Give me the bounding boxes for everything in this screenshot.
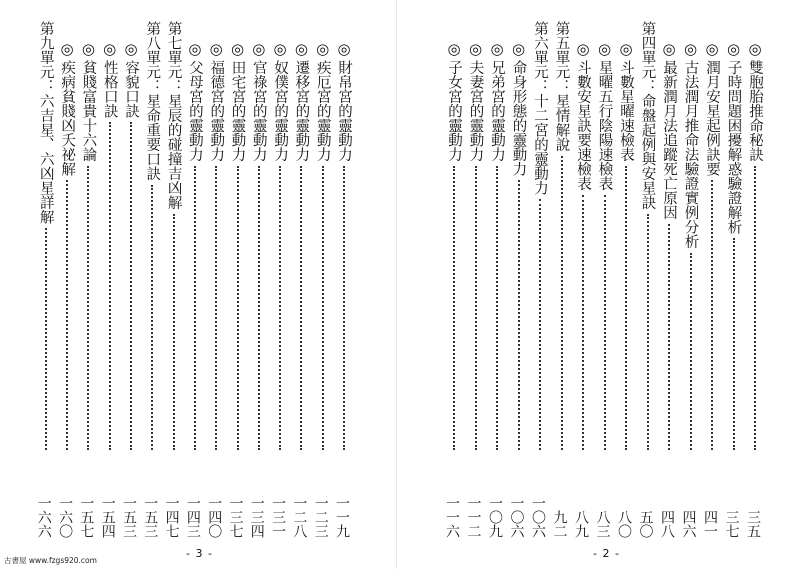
site-watermark-text: 古書屋 www.fzgs920.com xyxy=(4,556,97,565)
toc-page-number: 三七 xyxy=(723,510,740,538)
toc-entry-title: 田宅宮的靈動力 xyxy=(229,60,246,162)
dot-leader xyxy=(300,166,302,450)
double-circle-icon: ◎ xyxy=(209,40,223,58)
double-circle-icon: ◎ xyxy=(619,40,633,58)
double-circle-icon: ◎ xyxy=(124,40,138,58)
toc-page-number: 一二三 xyxy=(312,496,329,538)
toc-entry xyxy=(509,40,529,538)
toc-entry-title: 疾厄宮的靈動力 xyxy=(314,60,331,162)
toc-entry-title: 福德宮的靈動力 xyxy=(208,60,225,162)
toc-entry-title: 第四單元：命盤起例與安星訣 xyxy=(639,21,656,210)
double-circle-icon: ◎ xyxy=(511,40,526,58)
toc-entry xyxy=(57,40,77,538)
toc-page-number: 四八 xyxy=(659,510,675,538)
toc-entry xyxy=(573,40,593,538)
dot-leader xyxy=(668,224,670,450)
dot-leader xyxy=(496,166,498,450)
dot-leader xyxy=(343,166,345,450)
toc-unit-heading xyxy=(35,21,56,538)
toc-entry xyxy=(595,40,615,538)
toc-page-number: 一四七 xyxy=(163,496,180,538)
toc-page-number: 一〇六 xyxy=(530,496,546,538)
double-circle-icon: ◎ xyxy=(294,40,308,58)
dot-leader xyxy=(561,156,563,450)
toc-page-number: 五〇 xyxy=(637,510,654,538)
toc-entry xyxy=(100,40,120,538)
page-number-2: - 2 - xyxy=(593,547,620,560)
toc-entry xyxy=(702,40,722,538)
dot-leader xyxy=(690,253,692,450)
toc-page-number: 一六〇 xyxy=(57,496,74,538)
toc-entry xyxy=(291,40,311,538)
toc-entry xyxy=(334,40,354,538)
toc-entry xyxy=(444,40,464,538)
toc-page-number: 四一 xyxy=(702,510,718,538)
dot-leader xyxy=(215,166,217,450)
dot-leader xyxy=(539,199,541,450)
toc-page-number: 八〇 xyxy=(616,510,632,538)
toc-entry-title: 命身形態的靈動力 xyxy=(510,60,527,176)
dot-leader xyxy=(733,238,735,450)
toc-entry xyxy=(206,40,226,538)
toc-page-number: 一五三 xyxy=(142,496,159,538)
toc-page-number: 一一九 xyxy=(334,496,350,538)
double-circle-icon: ◎ xyxy=(103,40,117,58)
toc-page-number: 三五 xyxy=(745,510,761,538)
toc-entry xyxy=(228,40,248,538)
toc-unit-heading xyxy=(637,21,658,538)
double-circle-icon: ◎ xyxy=(726,40,741,58)
toc-page-number: 一五七 xyxy=(78,496,95,538)
toc-entry xyxy=(249,40,269,538)
toc-page-number: 一三七 xyxy=(227,496,244,538)
toc-page-number: 一〇九 xyxy=(487,496,503,538)
toc-page-number: 八九 xyxy=(573,510,589,538)
toc-page-number: 一五三 xyxy=(121,496,137,538)
toc-page-number: 一四三 xyxy=(184,496,201,538)
dot-leader xyxy=(130,122,132,450)
toc-unit-heading xyxy=(530,21,550,538)
dot-leader xyxy=(237,166,239,450)
toc-entry-title: 第五單元：星情解說 xyxy=(553,21,570,152)
toc-entry-title: 疾病貧賤凶夭祕解 xyxy=(59,60,76,176)
toc-entry-title: 官祿宮的靈動力 xyxy=(250,60,267,162)
toc-entry xyxy=(487,40,507,538)
toc-page-number: 九二 xyxy=(551,510,568,538)
toc-entry-title: 第八單元：星命重要口訣 xyxy=(144,21,161,181)
toc-entry-title: 最新潤月法追蹤死亡原因 xyxy=(661,60,677,220)
toc-entry-title: 斗數星曜速檢表 xyxy=(618,60,634,162)
toc-entry xyxy=(745,40,765,538)
dot-leader xyxy=(279,166,281,450)
dot-leader xyxy=(647,214,649,450)
toc-page-number: 一一二 xyxy=(465,496,482,538)
dot-leader xyxy=(754,166,756,450)
dot-leader xyxy=(625,166,627,450)
toc-entry-title: 第九單元：六吉星、六凶星詳解 xyxy=(37,21,54,224)
toc-entry-title: 夫妻宮的靈動力 xyxy=(467,60,484,162)
dot-leader xyxy=(173,214,175,450)
toc-entry xyxy=(616,40,636,538)
toc-page-number: 一一六 xyxy=(444,496,460,538)
toc-entry xyxy=(681,40,701,538)
toc-page-number: 一二八 xyxy=(291,496,308,538)
toc-entry-title: 雙胞胎推命秘訣 xyxy=(747,60,763,162)
dot-leader xyxy=(109,122,111,450)
page-3 xyxy=(0,0,396,569)
toc-entry xyxy=(313,40,333,538)
double-circle-icon: ◎ xyxy=(316,40,330,58)
double-circle-icon: ◎ xyxy=(337,40,351,58)
toc-entry-title: 斗數安星訣要速檢表 xyxy=(575,60,591,191)
toc-unit-heading xyxy=(551,21,572,538)
toc-page-number: 四六 xyxy=(680,510,697,538)
double-circle-icon: ◎ xyxy=(705,40,719,58)
toc-entry xyxy=(78,40,98,538)
toc-entry xyxy=(270,40,290,538)
double-circle-icon: ◎ xyxy=(273,40,287,58)
toc-entry xyxy=(185,40,205,538)
dot-leader xyxy=(711,180,713,450)
toc-page-number: 一四〇 xyxy=(206,496,223,538)
double-circle-icon: ◎ xyxy=(490,40,504,58)
toc-entry-title: 子時問題困擾解惑驗證解析 xyxy=(725,60,742,234)
dot-leader xyxy=(45,228,47,450)
toc-entry-title: 容貌口訣 xyxy=(123,60,139,118)
toc-entry xyxy=(659,40,679,538)
double-circle-icon: ◎ xyxy=(662,40,676,58)
toc-page-number: 一六六 xyxy=(35,496,52,538)
toc-entry-title: 性格口訣 xyxy=(101,60,118,118)
toc-page-number: 一三一 xyxy=(270,496,287,538)
toc-entry-title: 財帛宮的靈動力 xyxy=(336,60,352,162)
toc-entry-title: 奴僕宮的靈動力 xyxy=(272,60,289,162)
dot-leader xyxy=(604,195,606,450)
toc-entry-title: 子女宮的靈動力 xyxy=(446,60,462,162)
toc-unit-heading xyxy=(142,21,162,538)
toc-unit-heading xyxy=(163,21,184,538)
double-circle-icon: ◎ xyxy=(748,40,762,58)
toc-entry-title: 貧賤富貴十六論 xyxy=(80,60,97,162)
double-circle-icon: ◎ xyxy=(683,40,698,58)
toc-page-number: 一三四 xyxy=(248,496,265,538)
toc-entry-title: 第六單元：十二宮的靈動力 xyxy=(532,21,548,195)
toc-page-number: 一五四 xyxy=(99,496,116,538)
toc-entry xyxy=(466,40,486,538)
dot-leader xyxy=(322,166,324,450)
dot-leader xyxy=(87,166,89,450)
double-circle-icon: ◎ xyxy=(468,40,483,58)
double-circle-icon: ◎ xyxy=(576,40,590,58)
double-circle-icon: ◎ xyxy=(252,40,266,58)
toc-page-number: 八三 xyxy=(594,510,611,538)
dot-leader xyxy=(194,166,196,450)
dot-leader xyxy=(475,166,477,450)
double-circle-icon: ◎ xyxy=(597,40,612,58)
dot-leader xyxy=(582,195,584,450)
toc-entry-title: 潤月安星起例訣要 xyxy=(704,60,720,176)
dot-leader xyxy=(518,180,520,450)
toc-entry-title: 兄弟宮的靈動力 xyxy=(489,60,505,162)
toc-entry-title: 父母宮的靈動力 xyxy=(186,60,203,162)
double-circle-icon: ◎ xyxy=(81,40,95,58)
dot-leader xyxy=(258,166,260,450)
toc-entry-title: 星曜五行陰陽速檢表 xyxy=(596,60,613,191)
toc-entry xyxy=(121,40,141,538)
toc-page-number: 一〇六 xyxy=(508,496,525,538)
page-2 xyxy=(397,0,793,569)
dot-leader xyxy=(66,180,68,450)
double-circle-icon: ◎ xyxy=(447,40,461,58)
toc-entry xyxy=(724,40,744,538)
page-number-3: - 3 - xyxy=(186,547,213,560)
toc-entry-title: 古法潤月推命法驗證實例分析 xyxy=(682,60,699,249)
double-circle-icon: ◎ xyxy=(230,40,245,58)
dot-leader xyxy=(453,166,455,450)
toc-entry-title: 第七單元：星辰的碰撞吉凶解 xyxy=(165,21,182,210)
double-circle-icon: ◎ xyxy=(60,40,74,58)
dot-leader xyxy=(151,185,153,450)
double-circle-icon: ◎ xyxy=(188,40,202,58)
toc-entry-title: 遷移宮的靈動力 xyxy=(293,60,310,162)
